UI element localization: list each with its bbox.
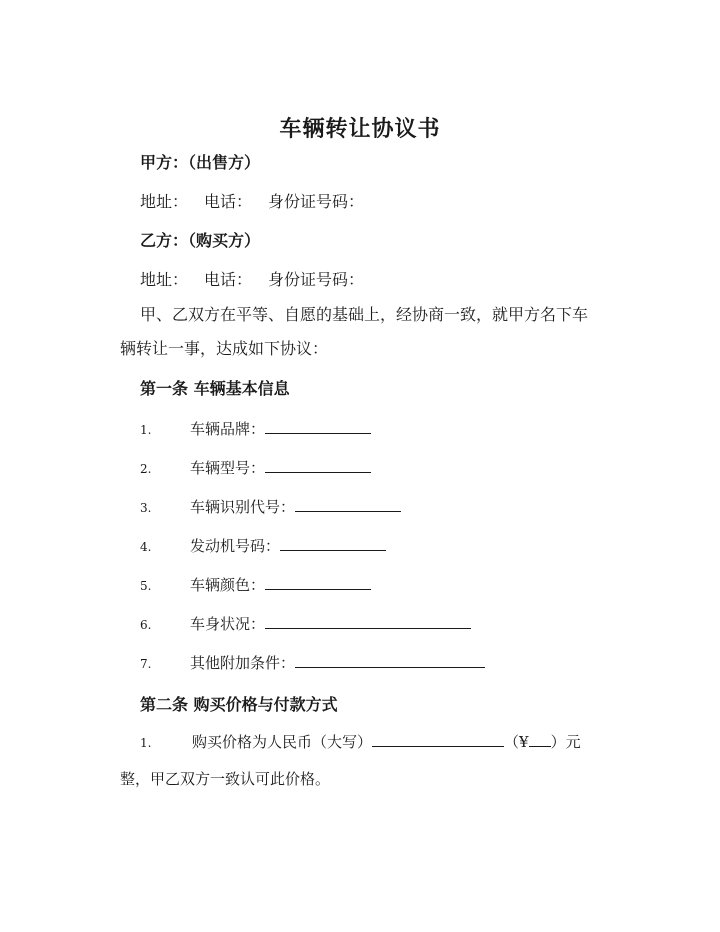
item-number: 6.: [140, 618, 152, 632]
document-title: 车辆转让协议书: [279, 116, 441, 142]
item-label: 发动机号码：: [190, 537, 281, 555]
price-text-c: ）元: [550, 733, 581, 751]
item-number: 4.: [140, 540, 152, 554]
party-b-address-label: 地址：: [140, 270, 189, 289]
fill-in-blank: [295, 653, 485, 668]
vehicle-info-item: [140, 652, 485, 673]
price-clause-line-2: 整，甲乙双方一致认可此价格。: [120, 770, 331, 788]
fill-in-blank: [265, 458, 371, 473]
price-amount-blank: [372, 732, 504, 747]
vehicle-info-item: [140, 613, 471, 634]
item-label: 车辆颜色：: [190, 576, 266, 594]
item-number: 1.: [140, 423, 152, 437]
party-b-id-label: 身份证号码：: [268, 270, 365, 289]
intro-line-1: 甲、乙双方在平等、自愿的基础上，经协商一致，就甲方名下车: [140, 305, 589, 324]
vehicle-info-item: [140, 457, 371, 478]
price-text-b: （¥: [504, 733, 529, 751]
item-number: 1.: [140, 736, 152, 750]
item-label: 车辆识别代号：: [190, 498, 296, 516]
item-number: 5.: [140, 579, 152, 593]
item-number: 3.: [140, 501, 152, 515]
fill-in-blank: [265, 575, 371, 590]
item-label: 车辆型号：: [190, 459, 266, 477]
party-b-contact-line: [140, 267, 380, 290]
vehicle-info-item: [140, 418, 371, 439]
price-text-a: 购买价格为人民币（大写）: [192, 733, 373, 751]
article-1-heading: 第一条 车辆基本信息: [140, 379, 290, 398]
party-a-address-label: 地址：: [140, 192, 189, 211]
intro-line-2: 辆转让一事，达成如下协议：: [120, 339, 329, 358]
item-number: 7.: [140, 657, 152, 671]
vehicle-info-item: [140, 535, 386, 556]
fill-in-blank: [295, 497, 401, 512]
fill-in-blank: [265, 614, 471, 629]
price-number-blank: [529, 732, 551, 747]
item-label: 其他附加条件：: [190, 654, 296, 672]
vehicle-info-item: [140, 574, 371, 595]
item-label: 车身状况：: [190, 615, 266, 633]
party-a-contact-line: [140, 189, 380, 212]
price-clause-line-1: [120, 724, 604, 761]
fill-in-blank: [265, 419, 371, 434]
price-clause: [120, 724, 604, 797]
fill-in-blank: [280, 536, 386, 551]
article-2-heading: 第二条 购买价格与付款方式: [140, 695, 338, 714]
party-b-heading: 乙方：（购买方）: [140, 231, 261, 250]
party-a-phone-label: 电话：: [204, 192, 253, 211]
party-a-id-label: 身份证号码：: [268, 192, 365, 211]
party-a-heading: 甲方：（出售方）: [140, 153, 261, 172]
intro-paragraph: [120, 298, 600, 366]
item-label: 车辆品牌：: [190, 420, 266, 438]
party-b-phone-label: 电话：: [204, 270, 253, 289]
vehicle-info-item: [140, 496, 401, 517]
item-number: 2.: [140, 462, 152, 476]
